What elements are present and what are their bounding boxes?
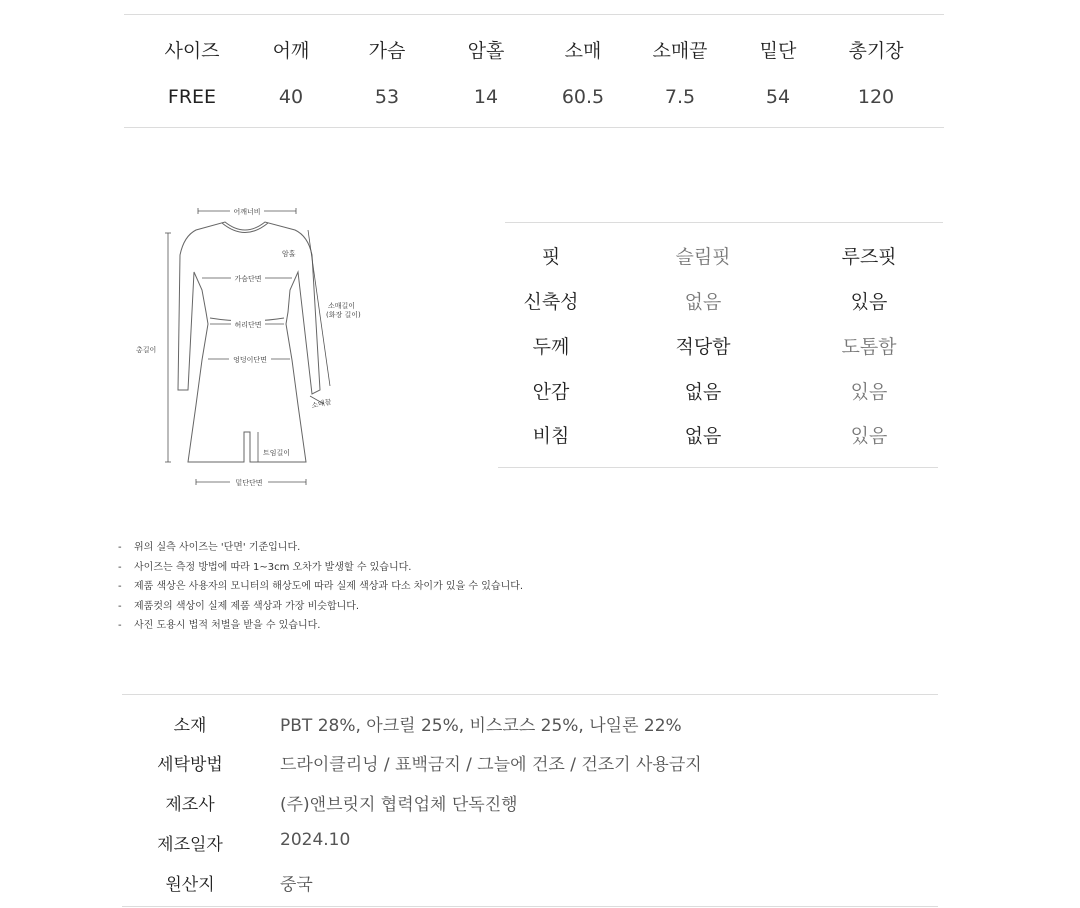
size-header-cell: 총기장 [848, 40, 904, 62]
note-text: 제품컷의 색상이 실제 제품 색상과 가장 비슷합니다. [134, 600, 360, 612]
diagram-label-shoulder: 어깨너비 [233, 208, 261, 216]
fit-table-bottom-line [498, 467, 938, 468]
note-text: 사진 도용시 법적 처벌을 받을 수 있습니다. [134, 620, 321, 631]
info-label: 제조사 [165, 795, 215, 815]
info-table-top-line [122, 694, 938, 695]
size-value-cell: 7.5 [664, 86, 696, 108]
note-item: - 사이즈는 측정 방법에 따라 1~3cm 오차가 발생할 수 있습니다. [118, 561, 412, 573]
info-value: 2024.10 [280, 830, 351, 850]
info-value: PBT 28%, 아크릴 25%, 비스코스 25%, 나일론 22% [280, 716, 682, 736]
note-item: - 제품컷의 색상이 실제 제품 색상과 가장 비슷합니다. [118, 600, 360, 612]
info-label: 원산지 [165, 875, 215, 895]
size-header-cell: 밑단 [759, 40, 797, 62]
info-label: 소재 [173, 716, 207, 736]
size-value-cell: 60.5 [561, 86, 605, 108]
info-label: 제조일자 [157, 835, 223, 855]
info-table-bottom-line [122, 906, 938, 907]
size-notes [118, 538, 523, 636]
diagram-label-slit: 트임길이 [263, 449, 291, 457]
fit-option-right: 있음 [850, 425, 888, 447]
fit-option-left: 적당함 [675, 336, 731, 358]
diagram-label-sleeve-note: (화장 길이) [326, 311, 361, 319]
note-item: - 사진 도용시 법적 처벌을 받을 수 있습니다. [118, 620, 321, 631]
fit-row-label: 신축성 [523, 291, 579, 313]
diagram-label-chest: 가슴단면 [234, 275, 262, 283]
diagram-label-sleeve: 소매길이 [328, 302, 356, 310]
diagram-label-cuff: 소매끝 [310, 397, 333, 410]
note-item: - 위의 실측 사이즈는 '단면' 기준입니다. [118, 542, 301, 553]
fit-row-label: 안감 [532, 381, 570, 403]
fit-option-right: 있음 [850, 291, 888, 313]
info-value: 중국 [280, 875, 313, 895]
fit-option-left: 없음 [684, 291, 722, 313]
fit-row-label: 핏 [541, 246, 561, 268]
diagram-label-armhole: 암홀 [282, 250, 296, 258]
fit-option-left: 없음 [684, 381, 722, 403]
size-header-cell: 소매끝 [652, 40, 708, 62]
size-value-cell: 40 [278, 86, 304, 108]
size-value-cell: FREE [167, 86, 217, 108]
size-value-cell: 120 [857, 86, 895, 108]
size-header-cell: 암홀 [467, 40, 505, 62]
fit-row-label: 두께 [532, 336, 570, 358]
note-text: 위의 실측 사이즈는 '단면' 기준입니다. [134, 542, 301, 553]
size-value-cell: 53 [374, 86, 400, 108]
fit-option-right: 도톰함 [841, 336, 897, 358]
diagram-label-total: 총길이 [136, 346, 157, 354]
info-value: (주)앤브릿지 협력업체 단독진행 [280, 795, 518, 815]
fit-option-right: 있음 [850, 381, 888, 403]
size-table-top-line [124, 14, 944, 15]
diagram-label-hip: 엉덩이단면 [233, 356, 267, 364]
note-item: - 제품 색상은 사용자의 모니터의 해상도에 따라 실제 색상과 다소 차이가 있을 수 있습니다. [118, 581, 524, 592]
fit-option-left: 슬림핏 [675, 246, 731, 268]
fit-option-right: 루즈핏 [841, 246, 897, 268]
note-text: 제품 색상은 사용자의 모니터의 해상도에 따라 실제 색상과 다소 차이가 있을 수 있습니다. [134, 581, 524, 592]
size-value-cell: 14 [473, 86, 499, 108]
dress-measurement-diagram [130, 200, 380, 495]
size-value-cell: 54 [765, 86, 791, 108]
fit-table-top-line [505, 222, 943, 223]
fit-option-left: 없음 [684, 425, 722, 447]
size-header-cell: 소매 [564, 40, 602, 62]
diagram-label-hem: 밑단단면 [235, 479, 263, 487]
note-text: 사이즈는 측정 방법에 따라 1~3cm 오차가 발생할 수 있습니다. [134, 561, 412, 573]
size-header-cell: 가슴 [368, 40, 406, 62]
info-label: 세탁방법 [157, 755, 223, 775]
fit-row-label: 비침 [532, 425, 570, 447]
info-value: 드라이클리닝 / 표백금지 / 그늘에 건조 / 건조기 사용금지 [280, 755, 702, 775]
diagram-label-waist: 허리단면 [234, 321, 262, 329]
size-header-cell: 사이즈 [164, 40, 220, 62]
size-table-bottom-line [124, 127, 944, 128]
size-header-cell: 어깨 [272, 40, 310, 62]
